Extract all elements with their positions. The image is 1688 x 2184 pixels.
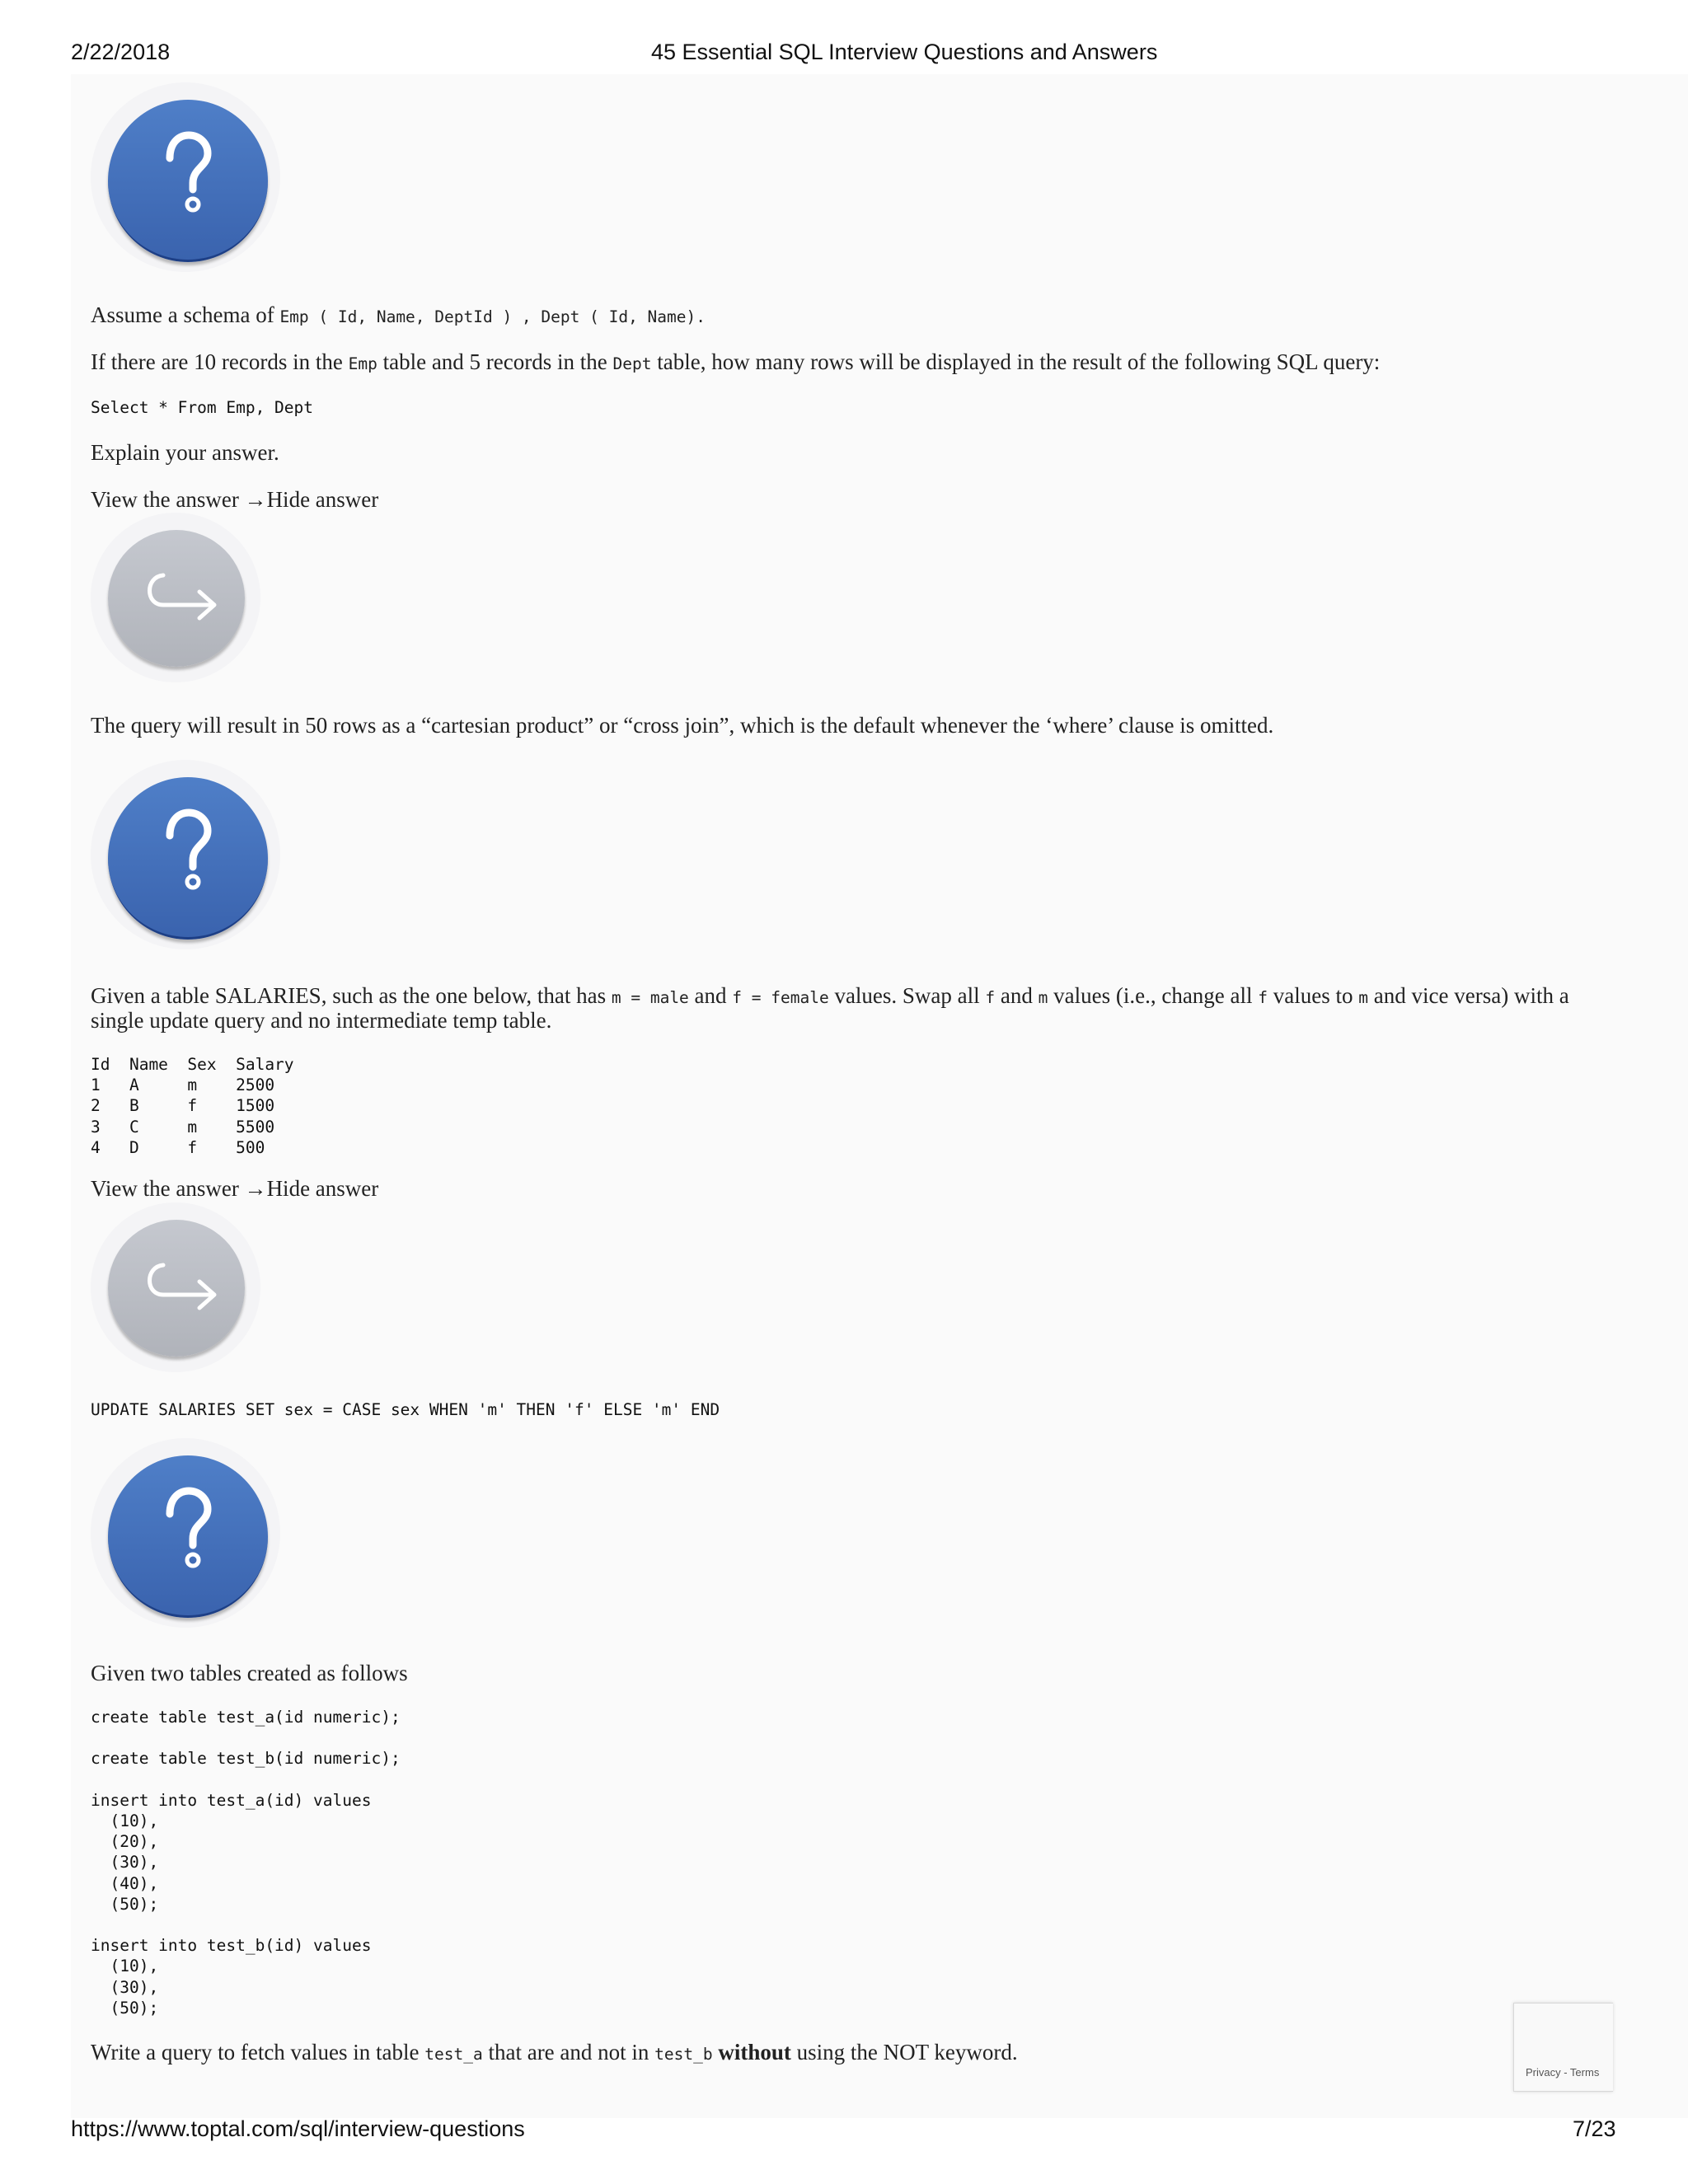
q1-question-line: If there are 10 records in the Emp table and 5 records in the Dept table, how many rows will be displayed in the result of the following SQL query:: [91, 349, 1381, 374]
return-arrow-icon: [91, 1202, 260, 1372]
q1-explain: Explain your answer.: [91, 440, 279, 465]
page-number: 7/23: [1573, 2116, 1616, 2141]
question-badge: [91, 82, 280, 272]
hide-answer-link[interactable]: Hide answer: [266, 1176, 379, 1201]
q1-query-code: Select * From Emp, Dept: [91, 398, 314, 417]
answer-badge: [91, 1202, 260, 1372]
q1-schema-line: Assume a schema of Emp ( Id, Name, DeptId ) , Dept ( Id, Name).: [91, 302, 706, 327]
q2-answer-code: UPDATE SALARIES SET sex = CASE sex WHEN 'm' THEN 'f' ELSE 'm' END: [91, 1400, 720, 1419]
source-url: https://www.toptal.com/sql/interview-questions: [71, 2116, 525, 2141]
q2-question-line2: single update query and no intermediate temp table.: [91, 1008, 552, 1033]
recaptcha-privacy-terms[interactable]: Privacy - Terms: [1526, 2066, 1600, 2079]
q2-answer-toggle[interactable]: [91, 1175, 378, 1202]
recaptcha-badge[interactable]: [1513, 2003, 1613, 2092]
question-mark-icon: [91, 82, 280, 272]
q2-question-line1: Given a table SALARIES, such as the one below, that has m = male and f = female values. Swap all f and m values (i.e., change all f values to m and vice versa) with a: [91, 983, 1569, 1008]
print-date: 2/22/2018: [71, 40, 171, 64]
hide-answer-link[interactable]: Hide answer: [266, 487, 379, 512]
q1-answer-text: The query will result in 50 rows as a “cartesian product” or “cross join”, which is the default whenever the ‘where’ clause is omitted.: [91, 713, 1274, 738]
q3-intro: Given two tables created as follows: [91, 1661, 408, 1685]
q3-setup-code: create table test_a(id numeric); create table test_b(id numeric); insert into test_a(id) values (10), (20), (30), (40), (50); insert into test_b(id) values (10), (30), (50);: [91, 1708, 401, 2018]
question-mark-icon: [91, 760, 280, 949]
view-answer-link[interactable]: View the answer →: [91, 1176, 267, 1201]
return-arrow-icon: [91, 513, 260, 682]
salaries-table: Id Name Sex Salary 1 A m 2500 2 B f 1500 3 C m 5500 4 D f 500: [91, 1055, 294, 1157]
question-mark-icon: [91, 1438, 280, 1628]
question-badge: [91, 760, 280, 949]
page-title: 45 Essential SQL Interview Questions and Answers: [651, 40, 1158, 64]
question-badge: [91, 1438, 280, 1628]
q1-answer-toggle[interactable]: [91, 486, 378, 513]
answer-badge: [91, 513, 260, 682]
q3-question: Write a query to fetch values in table test_a that are and not in test_b without using the NOT keyword.: [91, 2040, 1018, 2064]
view-answer-link[interactable]: View the answer →: [91, 487, 267, 512]
